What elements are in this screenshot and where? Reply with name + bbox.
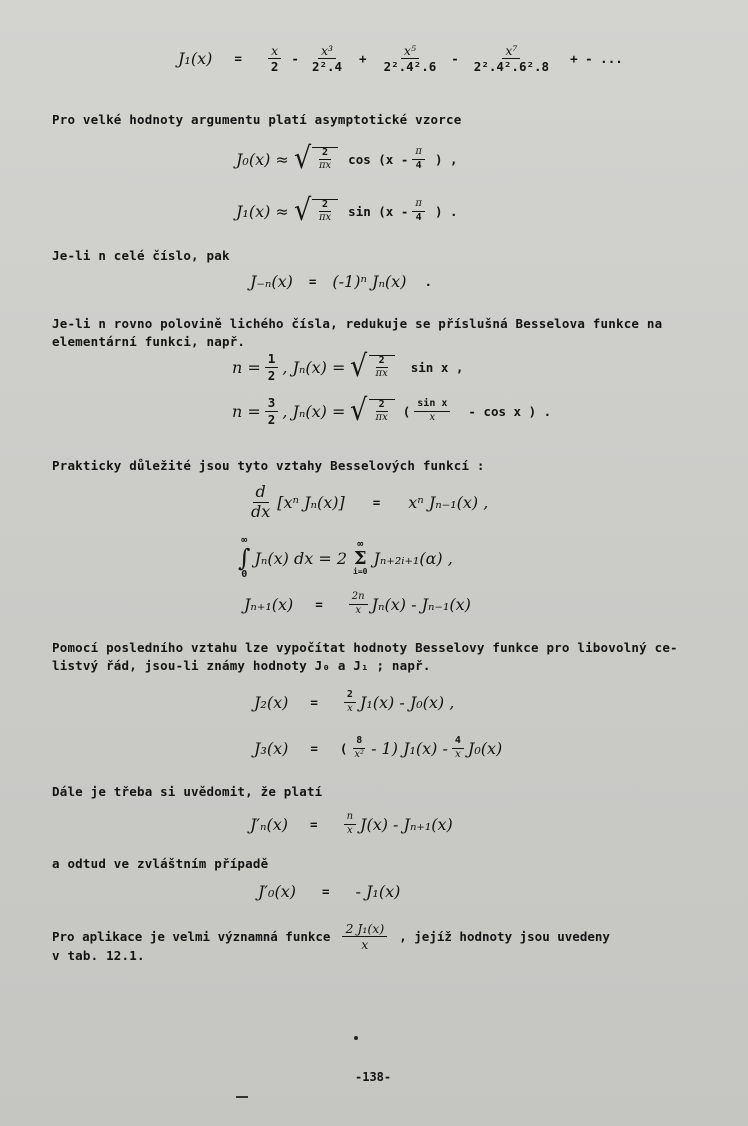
square-root [349, 393, 394, 428]
paragraph-integer: Je-li n celé číslo, pak [52, 248, 230, 263]
formula-lhs: n = [232, 401, 261, 421]
formula-derivative [244, 484, 488, 521]
fraction-numerator: x [268, 44, 281, 59]
fraction-denominator: 4 [415, 159, 422, 171]
formula-rhs: J₁(x) - J₀(x) , [359, 692, 455, 712]
fraction-numerator: d [253, 484, 269, 503]
fraction-numerator: 3 [265, 396, 279, 411]
integral-upper-limit: ∞ [241, 535, 248, 546]
square-root [349, 349, 394, 384]
fraction-numerator: x³ [318, 44, 336, 59]
formula-lhs: J₁(x) [178, 49, 213, 69]
sum-icon: Σ [353, 548, 367, 569]
sum-sign [353, 540, 367, 576]
integral-sign [238, 536, 251, 580]
formula-j3 [254, 736, 502, 760]
equals-sign: = [315, 596, 323, 612]
fraction-numerator: 4 [452, 736, 464, 749]
fraction-denominator: πx [318, 212, 332, 223]
formula-rhs: Jₙ(x) - Jₙ₋₁(x) [371, 594, 471, 614]
fraction-numerator: 2 [319, 200, 331, 213]
integral-icon: ∫ [238, 544, 251, 572]
fraction-numerator: π [412, 199, 425, 212]
series-tail: + - ... [570, 51, 623, 67]
formula-lhs: J′₀(x) [258, 882, 296, 901]
fraction-denominator: x² [354, 748, 365, 760]
formula-tail: - cos x ) . [468, 403, 552, 419]
fraction-term-1 [268, 44, 282, 73]
equals-sign: = [234, 51, 242, 67]
paragraph-relations: Prakticky důležité jsou tyto vztahy Besselových funkcí : [52, 458, 485, 473]
formula-middle: - 1) J₁(x) - [371, 738, 448, 758]
formula-rhs: - J₁(x) [355, 882, 401, 901]
formula-j1-series: J₁(x) = $\frac{x}{2}$ - $\frac{\text{x³}}{\text{2².4}}$ + $\frac{\text{x⁵}}{\text{2².4².6}}$ - $\frac{\text{x⁷}}{\text{2².4².6².8}}$ + - ... [178, 43, 623, 75]
fraction-denominator: x [346, 824, 353, 836]
fraction-denominator: πx [375, 412, 388, 423]
formula-j2 [254, 690, 454, 714]
formula-integral [238, 536, 453, 580]
formula-lhs: J₃(x) [254, 738, 289, 758]
formula-lhs: J₋ₙ(x) [250, 272, 293, 291]
sum-upper-limit: ∞ [357, 539, 364, 550]
fraction-denominator: x [455, 748, 461, 760]
formula-j0-prime [258, 882, 400, 901]
fraction-numerator: 2 [376, 356, 388, 369]
formula-lhs: J₀(x) ≈ [236, 149, 289, 169]
paragraph-asymptotic: Pro velké hodnoty argumentu platí asymptotické vzorce [52, 112, 462, 127]
formula-lhs: n = [232, 357, 261, 377]
paragraph-realize: Dále je třeba si uvědomit, že platí [52, 784, 323, 799]
paragraph-recurrence-line-2: listvý řád, jsou-li známy hodnoty J₀ a J₁ ; např. [52, 658, 431, 673]
equals-sign: = [310, 694, 318, 710]
formula-half-order-3 [232, 393, 552, 428]
formula-lhs: J₁(x) ≈ [236, 201, 289, 221]
paragraph-table-ref: v tab. 12.1. [52, 948, 145, 963]
formula-negative-order [250, 272, 432, 291]
formula-tail: sin x , [410, 359, 464, 375]
formula-middle: , Jₙ(x) = [282, 401, 346, 421]
fraction-numerator: 2n [349, 592, 368, 605]
fraction-denominator: 2 [267, 411, 276, 427]
formula-lhs: J₂(x) [254, 692, 289, 712]
fraction-numerator: x⁷ [502, 44, 520, 59]
fraction-denominator: x [355, 604, 362, 616]
formula-function: cos (x - [348, 151, 409, 167]
formula-derivative-prime [250, 812, 453, 836]
formula-rhs: (-1)ⁿ Jₙ(x) [332, 272, 407, 291]
fraction-denominator: x [347, 702, 353, 714]
fraction-numerator: 1 [265, 352, 279, 367]
equals-sign: = [310, 816, 318, 832]
fraction-denominator: 2 [267, 367, 276, 383]
application-text-cont: , jejíž hodnoty jsou uvedeny [399, 929, 610, 945]
open-paren: ( [339, 740, 348, 756]
fraction-denominator: x [361, 937, 369, 953]
paragraph-recurrence-line-1: Pomocí posledního vztahu lze vypočítat hodnoty Besselovy funkce pro libovolný ce- [52, 640, 678, 655]
fraction-denominator: 2 [270, 59, 279, 75]
fraction-numerator: π [412, 147, 425, 160]
equals-sign: = [321, 884, 330, 899]
fraction-term-4 [471, 44, 552, 73]
fraction-denominator: πx [375, 368, 388, 379]
formula-end: ) . [434, 203, 458, 219]
equals-sign: = [308, 274, 317, 289]
paragraph-half-line-1: Je-li n rovno polovině lichého čísla, redukuje se příslušná Besselova funkce na [52, 316, 663, 331]
integral-lower-limit: 0 [241, 569, 248, 580]
integral-body: Jₙ(x) dx = 2 [254, 548, 348, 568]
fraction-denominator: πx [318, 160, 332, 171]
radical-sign-icon: √ [293, 141, 311, 176]
sum-lower-limit: i=0 [353, 567, 368, 576]
radical-sign-icon: √ [293, 193, 311, 228]
fraction-denominator: dx [251, 501, 271, 521]
fraction-term-3 [381, 44, 440, 73]
fraction-denominator: 4 [415, 211, 422, 223]
formula-end: . [424, 274, 432, 289]
formula-rhs: Jₙ₊₂ᵢ₊₁(α) , [373, 548, 453, 568]
square-root [293, 193, 338, 228]
radical-sign-icon: √ [350, 393, 368, 428]
fraction-numerator: 2 J₁(x) [342, 922, 387, 937]
formula-rhs: J₀(x) [467, 738, 503, 758]
fraction-numerator: 2 [319, 148, 331, 161]
formula-lhs: J′ₙ(x) [250, 814, 289, 834]
radical-sign-icon: √ [350, 349, 368, 384]
open-paren: ( [402, 403, 411, 419]
formula-middle: , Jₙ(x) = [282, 357, 346, 377]
formula-rhs: J(x) - Jₙ₊₁(x) [360, 814, 453, 834]
paragraph-special-case: a odtud ve zvláštním případě [52, 856, 269, 871]
formula-half-order-1 [232, 349, 464, 384]
fraction-denominator: 2².4².6².8 [473, 59, 550, 75]
fraction-numerator: 2 [376, 400, 388, 413]
fraction-numerator: sin x [414, 399, 450, 412]
formula-j0-asymptotic [236, 141, 458, 176]
equals-sign: = [310, 740, 318, 756]
square-root [293, 141, 338, 176]
fraction-numerator: 2 [344, 690, 356, 703]
formula-rhs: xⁿ Jₙ₋₁(x) , [408, 492, 489, 512]
paragraph-application [52, 922, 610, 951]
fraction-numerator: 8 [353, 736, 365, 749]
page-number: -138- [355, 1070, 392, 1084]
formula-function: sin (x - [348, 203, 409, 219]
fraction-numerator: x⁵ [401, 44, 419, 59]
fraction-numerator: n [344, 812, 356, 825]
formula-j1-asymptotic [236, 193, 458, 228]
scan-dot [354, 1036, 358, 1040]
fraction-term-2 [309, 44, 345, 73]
formula-recurrence [244, 592, 471, 616]
fraction-denominator: x [429, 411, 436, 423]
fraction-denominator: 2².4 [311, 59, 343, 75]
equals-sign: = [372, 494, 381, 510]
formula-lhs: Jₙ₊₁(x) [244, 594, 294, 614]
formula-end: ) , [434, 151, 458, 167]
scan-mark [236, 1096, 248, 1098]
application-text: Pro aplikace je velmi významná funkce [52, 929, 331, 945]
formula-bracket: [xⁿ Jₙ(x)] [277, 492, 345, 512]
fraction-denominator: 2².4².6 [383, 59, 437, 75]
paragraph-half-line-2: elementární funkci, např. [52, 334, 246, 349]
